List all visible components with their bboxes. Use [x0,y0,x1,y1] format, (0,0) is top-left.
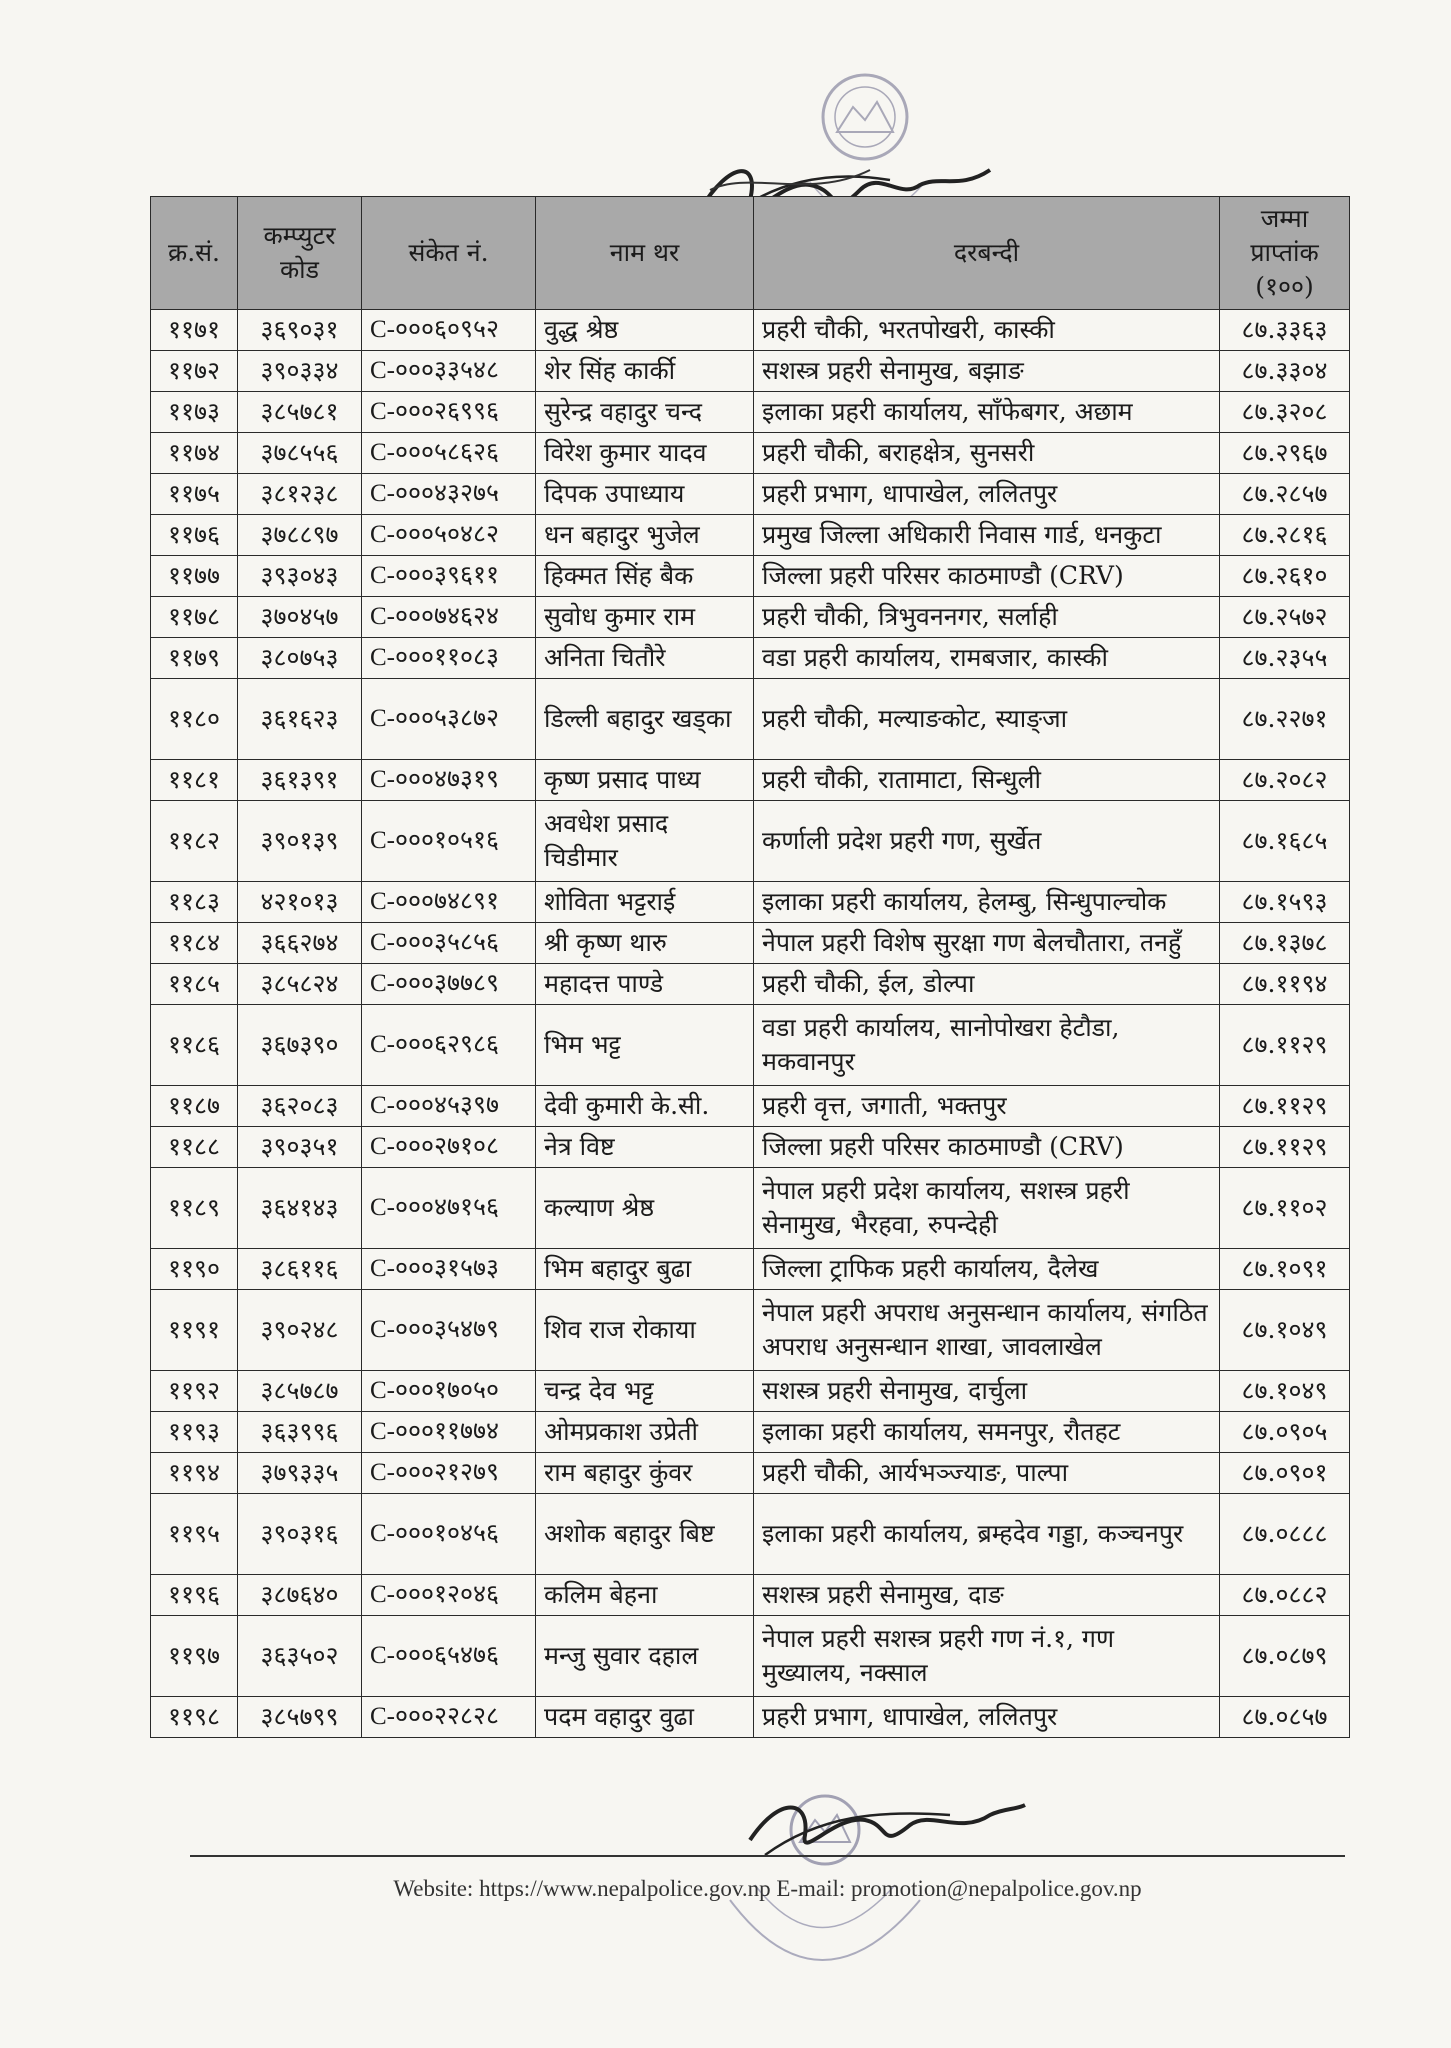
cell-symbol-number: C-०००६५४७६ [362,1616,536,1697]
cell-symbol-number: C-०००२१२७९ [362,1453,536,1494]
cell-symbol-number: C-०००३५४७९ [362,1290,536,1371]
cell-computer-code: ३९३०४३ [238,556,362,597]
cell-post: नेपाल प्रहरी अपराध अनुसन्धान कार्यालय, संगठित अपराध अनुसन्धान शाखा, जावलाखेल [754,1290,1220,1371]
cell-total-score: ८७.०८८८ [1220,1494,1350,1575]
cell-serial: ११८५ [151,964,238,1005]
table-row [151,1086,1350,1127]
cell-symbol-number: C-०००४७१५६ [362,1168,536,1249]
cell-serial: ११७६ [151,515,238,556]
cell-computer-code: ३८१२३८ [238,474,362,515]
cell-name: विरेश कुमार यादव [536,433,754,474]
cell-post: प्रहरी चौकी, ईल, डोल्पा [754,964,1220,1005]
cell-symbol-number: C-०००१७०५० [362,1371,536,1412]
cell-name: अवधेश प्रसाद चिडीमार [536,801,754,882]
table-row [151,433,1350,474]
cell-total-score: ८७.१५९३ [1220,882,1350,923]
cell-post: जिल्ला प्रहरी परिसर काठमाण्डौ (CRV) [754,1127,1220,1168]
cell-total-score: ८७.२०८२ [1220,760,1350,801]
table-row [151,310,1350,351]
cell-serial: ११९५ [151,1494,238,1575]
cell-serial: ११९० [151,1249,238,1290]
cell-name: देवी कुमारी के.सी. [536,1086,754,1127]
cell-serial: ११७८ [151,597,238,638]
cell-serial: ११९१ [151,1290,238,1371]
cell-name: राम बहादुर कुंवर [536,1453,754,1494]
cell-symbol-number: C-०००१०४५६ [362,1494,536,1575]
cell-symbol-number: C-०००१२०४६ [362,1575,536,1616]
cell-computer-code: ३६३५०२ [238,1616,362,1697]
table-row [151,882,1350,923]
table-row [151,1453,1350,1494]
header-name: नाम थर [536,197,754,310]
cell-computer-code: ३७९३३५ [238,1453,362,1494]
cell-total-score: ८७.११२९ [1220,1005,1350,1086]
cell-total-score: ८७.११२९ [1220,1086,1350,1127]
cell-post: सशस्त्र प्रहरी सेनामुख, बझाङ [754,351,1220,392]
cell-post: सशस्त्र प्रहरी सेनामुख, दार्चुला [754,1371,1220,1412]
cell-post: प्रहरी चौकी, आर्यभञ्ज्याङ, पाल्पा [754,1453,1220,1494]
cell-post: इलाका प्रहरी कार्यालय, हेलम्बु, सिन्धुपाल्चोक [754,882,1220,923]
cell-name: भिम बहादुर बुढा [536,1249,754,1290]
table-row [151,515,1350,556]
header-post: दरबन्दी [754,197,1220,310]
table-row [151,1249,1350,1290]
cell-name: पदम वहादुर वुढा [536,1697,754,1738]
cell-name: श्री कृष्ण थारु [536,923,754,964]
cell-symbol-number: C-०००२६९९६ [362,392,536,433]
cell-serial: ११८० [151,679,238,760]
cell-computer-code: ३९०३५१ [238,1127,362,1168]
cell-name: दिपक उपाध्याय [536,474,754,515]
cell-serial: ११७५ [151,474,238,515]
cell-total-score: ८७.२८१६ [1220,515,1350,556]
cell-total-score: ८७.१०९१ [1220,1249,1350,1290]
cell-name: अनिता चितौरे [536,638,754,679]
cell-serial: ११८४ [151,923,238,964]
cell-symbol-number: C-०००३३५४८ [362,351,536,392]
cell-computer-code: ३६७३९० [238,1005,362,1086]
cell-name: ओमप्रकाश उप्रेती [536,1412,754,1453]
cell-post: प्रहरी चौकी, भरतपोखरी, कास्की [754,310,1220,351]
cell-symbol-number: C-०००११७७४ [362,1412,536,1453]
table-row [151,638,1350,679]
table-row [151,1127,1350,1168]
cell-serial: ११८६ [151,1005,238,1086]
cell-post: इलाका प्रहरी कार्यालय, ब्रम्हदेव गड्डा, कञ्चनपुर [754,1494,1220,1575]
cell-total-score: ८७.२९६७ [1220,433,1350,474]
cell-computer-code: ३८६११६ [238,1249,362,1290]
table-row [151,351,1350,392]
cell-computer-code: ३८०७५३ [238,638,362,679]
cell-post: नेपाल प्रहरी विशेष सुरक्षा गण बेलचौतारा, तनहुँ [754,923,1220,964]
cell-computer-code: ३८५७९९ [238,1697,362,1738]
cell-total-score: ८७.२२७१ [1220,679,1350,760]
cell-post: प्रहरी चौकी, रातामाटा, सिन्धुली [754,760,1220,801]
cell-total-score: ८७.२८५७ [1220,474,1350,515]
cell-name: कल्याण श्रेष्ठ [536,1168,754,1249]
cell-symbol-number: C-०००३९६११ [362,556,536,597]
cell-total-score: ८७.१६८५ [1220,801,1350,882]
table-row [151,1371,1350,1412]
cell-post: इलाका प्रहरी कार्यालय, साँफेबगर, अछाम [754,392,1220,433]
results-table [150,196,1350,1738]
table-row [151,392,1350,433]
cell-post: जिल्ला ट्राफिक प्रहरी कार्यालय, दैलेख [754,1249,1220,1290]
table-row [151,923,1350,964]
footer-email[interactable]: E-mail: promotion@nepalpolice.gov.np [776,1876,1142,1901]
cell-symbol-number: C-०००५८६२६ [362,433,536,474]
table-row [151,760,1350,801]
footer-contact [190,1876,1345,1902]
cell-computer-code: ३९०३१६ [238,1494,362,1575]
cell-serial: ११८९ [151,1168,238,1249]
cell-symbol-number: C-०००६०९५२ [362,310,536,351]
table-row [151,1494,1350,1575]
cell-post: प्रहरी चौकी, मल्याङकोट, स्याङ्जा [754,679,1220,760]
cell-total-score: ८७.११०२ [1220,1168,1350,1249]
cell-total-score: ८७.११२९ [1220,1127,1350,1168]
footer-divider [190,1855,1345,1857]
cell-total-score: ८७.०८५७ [1220,1697,1350,1738]
cell-serial: ११७९ [151,638,238,679]
cell-symbol-number: C-०००११०८३ [362,638,536,679]
cell-total-score: ८७.२३५५ [1220,638,1350,679]
cell-name: सुवोध कुमार राम [536,597,754,638]
table-row [151,1697,1350,1738]
cell-total-score: ८७.१०४९ [1220,1371,1350,1412]
cell-symbol-number: C-०००७४८९१ [362,882,536,923]
cell-total-score: ८७.२५७२ [1220,597,1350,638]
cell-total-score: ८७.१०४९ [1220,1290,1350,1371]
cell-post: इलाका प्रहरी कार्यालय, समनपुर, रौतहट [754,1412,1220,1453]
cell-computer-code: ३८५७८१ [238,392,362,433]
cell-name: अशोक बहादुर बिष्ट [536,1494,754,1575]
cell-serial: ११८३ [151,882,238,923]
cell-post: कर्णाली प्रदेश प्रहरी गण, सुर्खेत [754,801,1220,882]
header-serial: क्र.सं. [151,197,238,310]
cell-computer-code: ३८७६४० [238,1575,362,1616]
cell-name: सुरेन्द्र वहादुर चन्द [536,392,754,433]
cell-total-score: ८७.०९०५ [1220,1412,1350,1453]
cell-name: शेर सिंह कार्की [536,351,754,392]
header-total-score: जम्मा प्राप्तांक (१००) [1220,197,1350,310]
cell-total-score: ८७.३३०४ [1220,351,1350,392]
cell-serial: ११८१ [151,760,238,801]
cell-serial: ११९२ [151,1371,238,1412]
cell-name: वुद्ध श्रेष्ठ [536,310,754,351]
cell-computer-code: ३७०४५७ [238,597,362,638]
cell-post: नेपाल प्रहरी सशस्त्र प्रहरी गण नं.१, गण मुख्यालय, नक्साल [754,1616,1220,1697]
table-row [151,1412,1350,1453]
cell-computer-code: ३६१३९१ [238,760,362,801]
cell-total-score: ८७.०९०१ [1220,1453,1350,1494]
cell-symbol-number: C-०००६२९८६ [362,1005,536,1086]
cell-name: महादत्त पाण्डे [536,964,754,1005]
footer-website[interactable]: Website: https://www.nepalpolice.gov.np [393,1876,771,1901]
cell-post: नेपाल प्रहरी प्रदेश कार्यालय, सशस्त्र प्रहरी सेनामुख, भैरहवा, रुपन्देही [754,1168,1220,1249]
cell-computer-code: ३७८५५६ [238,433,362,474]
header-symbol-number: संकेत नं. [362,197,536,310]
cell-name: शिव राज रोकाया [536,1290,754,1371]
table-row [151,801,1350,882]
cell-computer-code: ३९०३३४ [238,351,362,392]
cell-total-score: ८७.३३६३ [1220,310,1350,351]
cell-serial: ११९४ [151,1453,238,1494]
table-row [151,964,1350,1005]
cell-name: भिम भट्ट [536,1005,754,1086]
cell-computer-code: ३९०२४८ [238,1290,362,1371]
cell-name: धन बहादुर भुजेल [536,515,754,556]
cell-serial: ११८८ [151,1127,238,1168]
table-header-row [151,197,1350,310]
cell-computer-code: ३६२०८३ [238,1086,362,1127]
cell-computer-code: ४२१०१३ [238,882,362,923]
table-row [151,1616,1350,1697]
cell-symbol-number: C-०००५३८७२ [362,679,536,760]
cell-computer-code: ३६३९९६ [238,1412,362,1453]
cell-name: कलिम बेहना [536,1575,754,1616]
cell-total-score: ८७.२६१० [1220,556,1350,597]
cell-post: प्रहरी प्रभाग, धापाखेल, ललितपुर [754,474,1220,515]
cell-symbol-number: C-०००२२८२८ [362,1697,536,1738]
cell-post: वडा प्रहरी कार्यालय, सानोपोखरा हेटौडा, मकवानपुर [754,1005,1220,1086]
table-row [151,1005,1350,1086]
cell-symbol-number: C-०००७४६२४ [362,597,536,638]
cell-symbol-number: C-०००५०४८२ [362,515,536,556]
cell-serial: ११९८ [151,1697,238,1738]
cell-serial: ११८७ [151,1086,238,1127]
cell-symbol-number: C-०००४५३९७ [362,1086,536,1127]
cell-computer-code: ३६१६२३ [238,679,362,760]
cell-computer-code: ३६४१४३ [238,1168,362,1249]
cell-computer-code: ३७८८९७ [238,515,362,556]
cell-serial: ११७७ [151,556,238,597]
cell-total-score: ८७.०८७९ [1220,1616,1350,1697]
cell-computer-code: ३९०१३९ [238,801,362,882]
cell-name: मन्जु सुवार दहाल [536,1616,754,1697]
cell-post: प्रहरी वृत्त, जगाती, भक्तपुर [754,1086,1220,1127]
cell-computer-code: ३६६२७४ [238,923,362,964]
cell-total-score: ८७.३२०८ [1220,392,1350,433]
table-row [151,556,1350,597]
cell-computer-code: ३६९०३१ [238,310,362,351]
cell-symbol-number: C-०००३५८५६ [362,923,536,964]
cell-symbol-number: C-०००३१५७३ [362,1249,536,1290]
cell-name: हिक्मत सिंह बैक [536,556,754,597]
cell-symbol-number: C-०००२७१०८ [362,1127,536,1168]
cell-serial: ११७३ [151,392,238,433]
cell-name: डिल्ली बहादुर खड्का [536,679,754,760]
cell-symbol-number: C-०००१०५१६ [362,801,536,882]
cell-serial: ११७२ [151,351,238,392]
cell-post: प्रमुख जिल्ला अधिकारी निवास गार्ड, धनकुटा [754,515,1220,556]
cell-total-score: ८७.०८८२ [1220,1575,1350,1616]
cell-name: कृष्ण प्रसाद पाध्य [536,760,754,801]
cell-post: जिल्ला प्रहरी परिसर काठमाण्डौ (CRV) [754,556,1220,597]
cell-post: प्रहरी चौकी, त्रिभुवननगर, सर्लाही [754,597,1220,638]
cell-serial: ११९७ [151,1616,238,1697]
cell-serial: ११९६ [151,1575,238,1616]
table-row [151,1168,1350,1249]
cell-serial: ११७१ [151,310,238,351]
cell-serial: ११७४ [151,433,238,474]
header-computer-code: कम्प्युटर कोड [238,197,362,310]
cell-name: चन्द्र देव भट्ट [536,1371,754,1412]
cell-symbol-number: C-०००४७३१९ [362,760,536,801]
cell-post: प्रहरी प्रभाग, धापाखेल, ललितपुर [754,1697,1220,1738]
cell-computer-code: ३८५८२४ [238,964,362,1005]
cell-serial: ११९३ [151,1412,238,1453]
cell-post: सशस्त्र प्रहरी सेनामुख, दाङ [754,1575,1220,1616]
cell-post: वडा प्रहरी कार्यालय, रामबजार, कास्की [754,638,1220,679]
cell-name: नेत्र विष्ट [536,1127,754,1168]
cell-symbol-number: C-०००४३२७५ [362,474,536,515]
cell-post: प्रहरी चौकी, बराहक्षेत्र, सुनसरी [754,433,1220,474]
cell-total-score: ८७.११९४ [1220,964,1350,1005]
table-row [151,1575,1350,1616]
table-row [151,474,1350,515]
cell-symbol-number: C-०००३७७८९ [362,964,536,1005]
table-row [151,597,1350,638]
table-row [151,679,1350,760]
cell-name: शोविता भट्टराई [536,882,754,923]
cell-total-score: ८७.१३७८ [1220,923,1350,964]
cell-serial: ११८२ [151,801,238,882]
cell-computer-code: ३८५७८७ [238,1371,362,1412]
table-row [151,1290,1350,1371]
